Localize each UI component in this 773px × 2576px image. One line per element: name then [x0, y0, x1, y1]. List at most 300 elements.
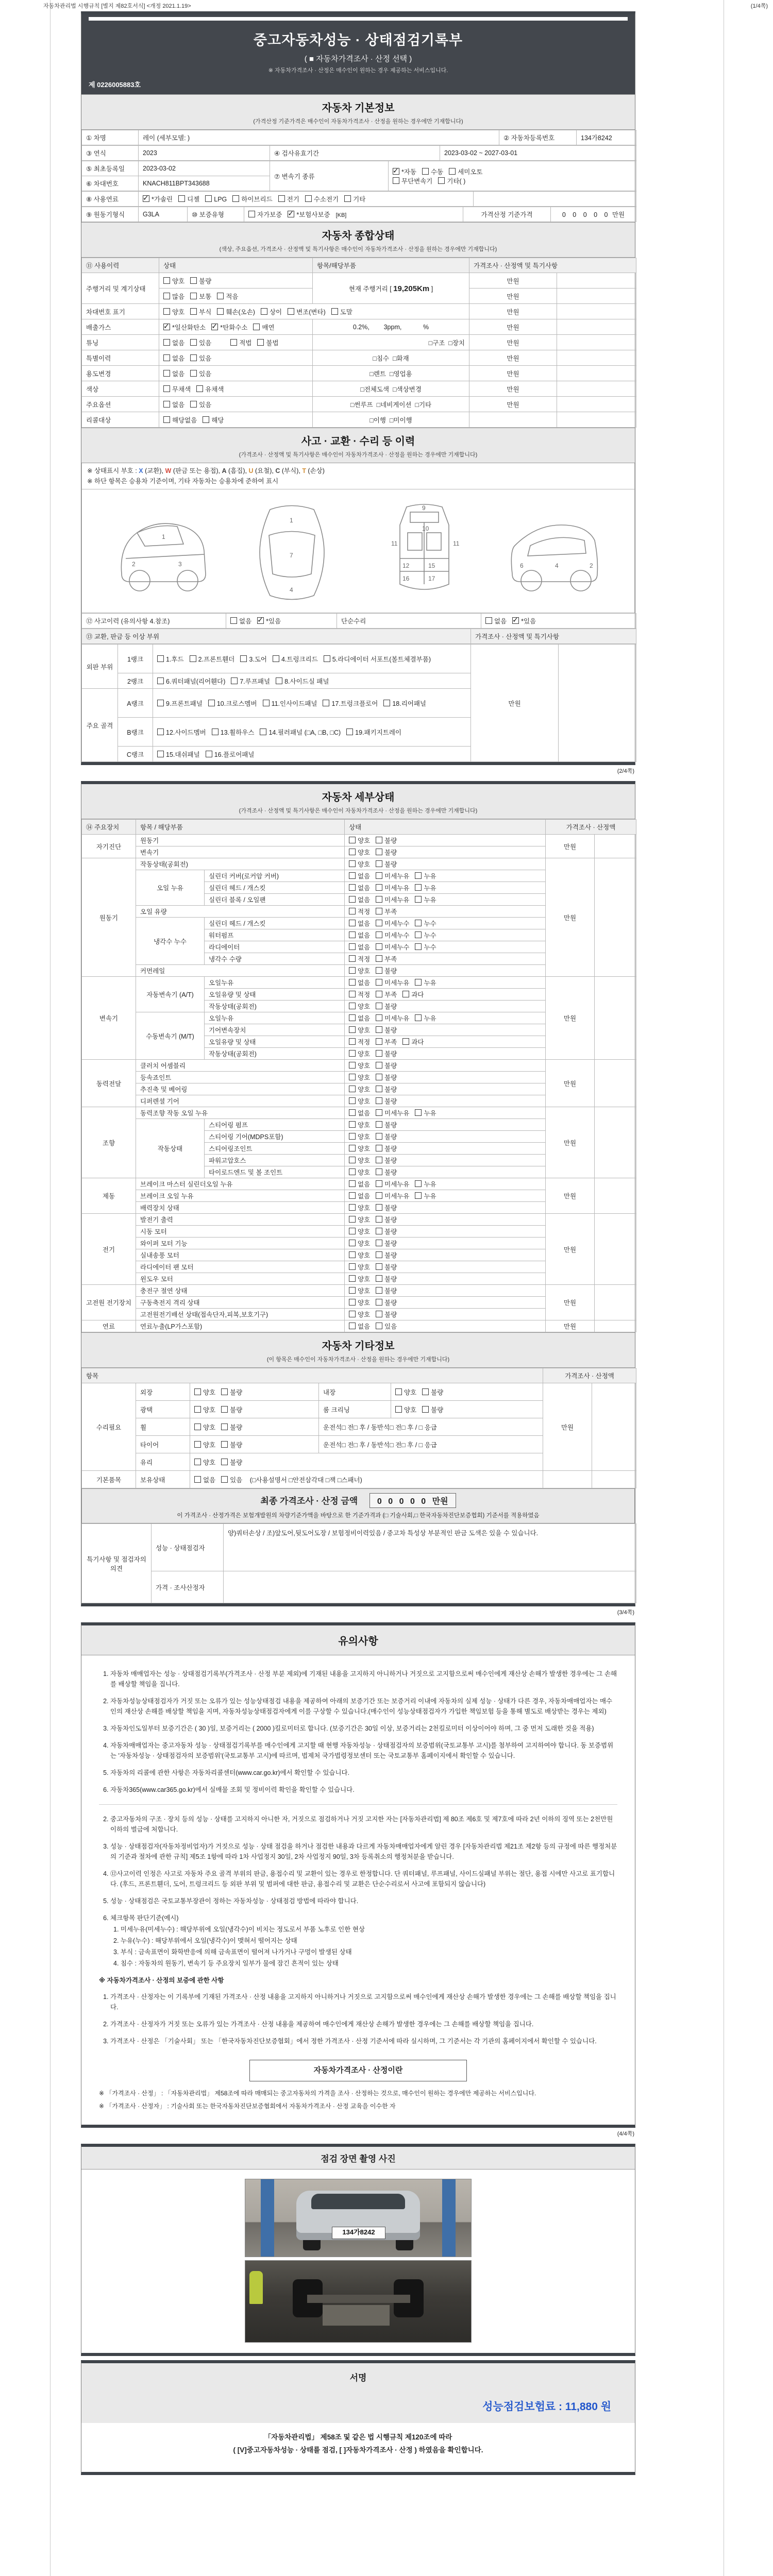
checkbox-option[interactable]	[253, 323, 274, 332]
checkbox-option[interactable]	[349, 1049, 370, 1058]
unchecked-checkbox-icon[interactable]	[376, 1109, 382, 1116]
unchecked-checkbox-icon[interactable]	[163, 354, 170, 361]
checkbox-option[interactable]	[376, 1250, 397, 1260]
unchecked-checkbox-icon[interactable]	[349, 955, 356, 962]
checkbox-option[interactable]	[415, 871, 436, 880]
checkbox-option[interactable]	[349, 1061, 370, 1070]
checkbox-option[interactable]	[415, 942, 436, 952]
unchecked-checkbox-icon[interactable]	[376, 1311, 382, 1317]
checkbox-option[interactable]	[485, 616, 507, 625]
unchecked-checkbox-icon[interactable]	[415, 1192, 422, 1199]
unchecked-checkbox-icon[interactable]	[163, 401, 170, 408]
checkbox-option[interactable]	[438, 176, 465, 185]
checkbox-option[interactable]	[349, 1096, 370, 1106]
unchecked-checkbox-icon[interactable]	[349, 1287, 356, 1294]
checkbox-option[interactable]	[349, 1191, 370, 1200]
unchecked-checkbox-icon[interactable]	[415, 1109, 422, 1116]
unchecked-checkbox-icon[interactable]	[221, 1476, 228, 1483]
checkbox-option[interactable]	[349, 859, 370, 869]
checkbox-option[interactable]	[376, 978, 409, 987]
checkbox-option[interactable]	[376, 1084, 397, 1094]
unchecked-checkbox-icon[interactable]	[376, 1204, 382, 1211]
unchecked-checkbox-icon[interactable]	[415, 1180, 422, 1187]
checkbox-option[interactable]	[163, 276, 184, 285]
unchecked-checkbox-icon[interactable]	[376, 884, 382, 891]
checkbox-option[interactable]	[344, 194, 365, 204]
unchecked-checkbox-icon[interactable]	[194, 1388, 201, 1395]
checkbox-option[interactable]	[415, 978, 436, 987]
unchecked-checkbox-icon[interactable]	[415, 920, 422, 926]
unchecked-checkbox-icon[interactable]	[349, 1133, 356, 1140]
unchecked-checkbox-icon[interactable]	[349, 967, 356, 974]
checkbox-option[interactable]	[393, 176, 432, 185]
unchecked-checkbox-icon[interactable]	[263, 700, 270, 706]
unchecked-checkbox-icon[interactable]	[324, 655, 330, 662]
checkbox-option[interactable]	[217, 292, 238, 301]
checkbox-option[interactable]	[349, 1013, 370, 1023]
checkbox-option[interactable]	[376, 1144, 397, 1153]
unchecked-checkbox-icon[interactable]	[422, 1406, 429, 1413]
unchecked-checkbox-icon[interactable]	[288, 308, 294, 315]
checkbox-option[interactable]	[163, 415, 197, 425]
checked-checkbox-icon[interactable]	[143, 195, 149, 202]
checked-checkbox-icon[interactable]	[393, 168, 399, 175]
unchecked-checkbox-icon[interactable]	[415, 896, 422, 903]
checkbox-option[interactable]	[349, 836, 370, 845]
unchecked-checkbox-icon[interactable]	[376, 1180, 382, 1187]
unchecked-checkbox-icon[interactable]	[349, 1086, 356, 1092]
unchecked-checkbox-icon[interactable]	[415, 884, 422, 891]
unchecked-checkbox-icon[interactable]	[376, 1275, 382, 1282]
checkbox-option[interactable]	[349, 966, 370, 975]
checkbox-option[interactable]	[349, 1203, 370, 1212]
checkbox-option[interactable]	[376, 1096, 397, 1106]
checkbox-option[interactable]	[221, 1422, 242, 1432]
unchecked-checkbox-icon[interactable]	[376, 1086, 382, 1092]
checkbox-option[interactable]	[163, 292, 184, 301]
checkbox-option[interactable]	[163, 338, 184, 347]
checkbox-option[interactable]	[383, 699, 426, 708]
unchecked-checkbox-icon[interactable]	[346, 728, 353, 735]
checkbox-option[interactable]	[349, 1084, 370, 1094]
checkbox-option[interactable]	[415, 895, 436, 904]
unchecked-checkbox-icon[interactable]	[344, 195, 351, 202]
checkbox-option[interactable]	[157, 699, 203, 708]
checkbox-option[interactable]	[349, 1144, 370, 1153]
checkbox-option[interactable]	[376, 848, 397, 857]
unchecked-checkbox-icon[interactable]	[157, 677, 164, 684]
checkbox-option[interactable]	[349, 871, 370, 880]
checkbox-option[interactable]	[260, 727, 341, 737]
checkbox-option[interactable]	[232, 194, 272, 204]
checkbox-option[interactable]	[402, 990, 424, 999]
unchecked-checkbox-icon[interactable]	[194, 1406, 201, 1413]
unchecked-checkbox-icon[interactable]	[349, 908, 356, 914]
unchecked-checkbox-icon[interactable]	[376, 1145, 382, 1151]
unchecked-checkbox-icon[interactable]	[217, 293, 224, 299]
unchecked-checkbox-icon[interactable]	[376, 1003, 382, 1009]
checkbox-option[interactable]	[376, 1013, 409, 1023]
unchecked-checkbox-icon[interactable]	[232, 195, 239, 202]
checkbox-option[interactable]	[376, 990, 397, 999]
unchecked-checkbox-icon[interactable]	[260, 728, 266, 735]
unchecked-checkbox-icon[interactable]	[323, 700, 329, 706]
unchecked-checkbox-icon[interactable]	[205, 195, 212, 202]
checkbox-option[interactable]	[376, 1167, 397, 1177]
checkbox-option[interactable]	[349, 1120, 370, 1129]
unchecked-checkbox-icon[interactable]	[163, 277, 170, 284]
checkbox-option[interactable]	[190, 369, 211, 378]
unchecked-checkbox-icon[interactable]	[261, 308, 267, 315]
checkbox-option[interactable]	[217, 307, 255, 316]
unchecked-checkbox-icon[interactable]	[196, 385, 203, 392]
unchecked-checkbox-icon[interactable]	[163, 293, 170, 299]
checkbox-option[interactable]	[157, 654, 184, 664]
unchecked-checkbox-icon[interactable]	[190, 401, 197, 408]
unchecked-checkbox-icon[interactable]	[190, 370, 197, 377]
checkbox-option[interactable]	[331, 307, 352, 316]
unchecked-checkbox-icon[interactable]	[231, 677, 238, 684]
checkbox-option[interactable]	[512, 616, 536, 625]
checkbox-option[interactable]	[163, 400, 184, 409]
checkbox-option[interactable]	[221, 1475, 242, 1484]
unchecked-checkbox-icon[interactable]	[349, 884, 356, 891]
unchecked-checkbox-icon[interactable]	[253, 324, 260, 330]
checkbox-option[interactable]	[231, 676, 270, 686]
unchecked-checkbox-icon[interactable]	[163, 339, 170, 346]
checkbox-option[interactable]	[194, 1440, 215, 1449]
unchecked-checkbox-icon[interactable]	[349, 1050, 356, 1057]
checkbox-option[interactable]	[422, 1387, 443, 1397]
unchecked-checkbox-icon[interactable]	[376, 991, 382, 997]
unchecked-checkbox-icon[interactable]	[415, 943, 422, 950]
unchecked-checkbox-icon[interactable]	[230, 339, 237, 346]
unchecked-checkbox-icon[interactable]	[349, 1323, 356, 1329]
checkbox-option[interactable]	[376, 966, 397, 975]
unchecked-checkbox-icon[interactable]	[194, 1423, 201, 1430]
unchecked-checkbox-icon[interactable]	[190, 293, 197, 299]
checkbox-option[interactable]	[196, 384, 224, 394]
checkbox-option[interactable]	[376, 942, 409, 952]
checkbox-option[interactable]	[422, 1405, 443, 1414]
checkbox-option[interactable]	[157, 676, 225, 686]
unchecked-checkbox-icon[interactable]	[349, 1121, 356, 1128]
checkbox-option[interactable]	[349, 1108, 370, 1117]
unchecked-checkbox-icon[interactable]	[376, 1323, 382, 1329]
unchecked-checkbox-icon[interactable]	[257, 339, 264, 346]
checkbox-option[interactable]	[376, 883, 409, 892]
checkbox-option[interactable]	[203, 415, 224, 425]
checkbox-option[interactable]	[263, 699, 317, 708]
checkbox-option[interactable]	[349, 1167, 370, 1177]
checkbox-option[interactable]	[349, 1073, 370, 1082]
checkbox-option[interactable]	[376, 1286, 397, 1295]
checkbox-option[interactable]	[194, 1422, 215, 1432]
checkbox-option[interactable]	[273, 654, 318, 664]
unchecked-checkbox-icon[interactable]	[376, 1263, 382, 1270]
checkbox-option[interactable]	[190, 307, 211, 316]
checkbox-option[interactable]	[163, 384, 191, 394]
checkbox-option[interactable]	[349, 1310, 370, 1319]
unchecked-checkbox-icon[interactable]	[449, 168, 456, 175]
checkbox-option[interactable]	[349, 1321, 370, 1331]
checkbox-option[interactable]	[376, 836, 397, 845]
checkbox-option[interactable]	[376, 895, 409, 904]
unchecked-checkbox-icon[interactable]	[349, 920, 356, 926]
checkbox-option[interactable]	[205, 195, 227, 203]
checkbox-option[interactable]	[415, 1179, 436, 1189]
unchecked-checkbox-icon[interactable]	[221, 1459, 228, 1465]
unchecked-checkbox-icon[interactable]	[157, 655, 164, 662]
unchecked-checkbox-icon[interactable]	[349, 860, 356, 867]
unchecked-checkbox-icon[interactable]	[190, 655, 196, 662]
checkbox-option[interactable]	[230, 616, 251, 625]
unchecked-checkbox-icon[interactable]	[395, 1406, 402, 1413]
unchecked-checkbox-icon[interactable]	[349, 1145, 356, 1151]
unchecked-checkbox-icon[interactable]	[273, 655, 279, 662]
unchecked-checkbox-icon[interactable]	[349, 1014, 356, 1021]
checkbox-option[interactable]	[349, 907, 370, 916]
checkbox-option[interactable]	[178, 194, 199, 204]
unchecked-checkbox-icon[interactable]	[349, 1168, 356, 1175]
unchecked-checkbox-icon[interactable]	[194, 1459, 201, 1465]
unchecked-checkbox-icon[interactable]	[349, 979, 356, 986]
checkbox-option[interactable]	[376, 1132, 397, 1141]
checkbox-option[interactable]	[278, 194, 299, 204]
unchecked-checkbox-icon[interactable]	[163, 385, 170, 392]
checked-checkbox-icon[interactable]	[211, 324, 218, 330]
checkbox-option[interactable]	[349, 895, 370, 904]
checkbox-option[interactable]	[415, 1108, 436, 1117]
unchecked-checkbox-icon[interactable]	[376, 1216, 382, 1223]
checkbox-option[interactable]	[376, 1191, 409, 1200]
checkbox-option[interactable]	[376, 954, 397, 963]
checkbox-option[interactable]	[194, 1458, 215, 1467]
checkbox-option[interactable]	[349, 883, 370, 892]
unchecked-checkbox-icon[interactable]	[349, 1299, 356, 1306]
checkbox-option[interactable]	[288, 210, 330, 219]
checkbox-option[interactable]	[415, 1191, 436, 1200]
unchecked-checkbox-icon[interactable]	[190, 308, 197, 315]
checkbox-option[interactable]	[190, 276, 211, 285]
checkbox-option[interactable]	[349, 990, 370, 999]
checkbox-option[interactable]	[349, 1179, 370, 1189]
checkbox-option[interactable]	[349, 1227, 370, 1236]
unchecked-checkbox-icon[interactable]	[349, 1062, 356, 1069]
unchecked-checkbox-icon[interactable]	[217, 308, 224, 315]
unchecked-checkbox-icon[interactable]	[438, 177, 445, 184]
unchecked-checkbox-icon[interactable]	[349, 1216, 356, 1223]
unchecked-checkbox-icon[interactable]	[190, 354, 197, 361]
checkbox-option[interactable]	[221, 1458, 242, 1467]
unchecked-checkbox-icon[interactable]	[376, 1251, 382, 1258]
unchecked-checkbox-icon[interactable]	[393, 177, 399, 184]
checkbox-option[interactable]	[349, 978, 370, 987]
checkbox-option[interactable]	[376, 1073, 397, 1082]
unchecked-checkbox-icon[interactable]	[376, 872, 382, 879]
checkbox-option[interactable]	[376, 1274, 397, 1283]
checkbox-option[interactable]	[349, 1262, 370, 1272]
checkbox-option[interactable]	[324, 654, 431, 664]
unchecked-checkbox-icon[interactable]	[376, 849, 382, 855]
unchecked-checkbox-icon[interactable]	[376, 979, 382, 986]
unchecked-checkbox-icon[interactable]	[395, 1388, 402, 1395]
unchecked-checkbox-icon[interactable]	[349, 931, 356, 938]
checkbox-option[interactable]	[376, 1108, 409, 1117]
checkbox-option[interactable]	[194, 1475, 215, 1484]
checkbox-option[interactable]	[376, 1239, 397, 1248]
checkbox-option[interactable]	[415, 919, 436, 928]
unchecked-checkbox-icon[interactable]	[230, 617, 237, 624]
unchecked-checkbox-icon[interactable]	[349, 872, 356, 879]
checkbox-option[interactable]	[349, 1298, 370, 1307]
checkbox-option[interactable]	[376, 859, 397, 869]
checkbox-option[interactable]	[346, 727, 401, 737]
unchecked-checkbox-icon[interactable]	[221, 1423, 228, 1430]
unchecked-checkbox-icon[interactable]	[415, 931, 422, 938]
checkbox-option[interactable]	[395, 1405, 416, 1414]
unchecked-checkbox-icon[interactable]	[163, 370, 170, 377]
unchecked-checkbox-icon[interactable]	[376, 860, 382, 867]
unchecked-checkbox-icon[interactable]	[349, 1026, 356, 1033]
checkbox-option[interactable]	[376, 1025, 397, 1035]
checkbox-option[interactable]	[190, 338, 211, 347]
unchecked-checkbox-icon[interactable]	[402, 1038, 409, 1045]
checkbox-option[interactable]	[349, 942, 370, 952]
unchecked-checkbox-icon[interactable]	[221, 1406, 228, 1413]
unchecked-checkbox-icon[interactable]	[422, 1388, 429, 1395]
checkbox-option[interactable]	[402, 1037, 424, 1046]
unchecked-checkbox-icon[interactable]	[349, 1204, 356, 1211]
checkbox-option[interactable]	[393, 167, 416, 176]
unchecked-checkbox-icon[interactable]	[349, 1180, 356, 1187]
checkbox-option[interactable]	[349, 1132, 370, 1141]
unchecked-checkbox-icon[interactable]	[376, 1062, 382, 1069]
unchecked-checkbox-icon[interactable]	[331, 308, 338, 315]
unchecked-checkbox-icon[interactable]	[376, 931, 382, 938]
checkbox-option[interactable]	[349, 1025, 370, 1035]
unchecked-checkbox-icon[interactable]	[376, 1299, 382, 1306]
checkbox-option[interactable]	[349, 919, 370, 928]
checkbox-option[interactable]	[349, 1274, 370, 1283]
checkbox-option[interactable]	[422, 167, 443, 176]
checkbox-option[interactable]	[288, 307, 326, 316]
checkbox-option[interactable]	[257, 616, 281, 625]
unchecked-checkbox-icon[interactable]	[349, 1192, 356, 1199]
unchecked-checkbox-icon[interactable]	[402, 991, 409, 997]
unchecked-checkbox-icon[interactable]	[349, 849, 356, 855]
unchecked-checkbox-icon[interactable]	[194, 1441, 201, 1448]
checkbox-option[interactable]	[376, 1310, 397, 1319]
unchecked-checkbox-icon[interactable]	[240, 655, 247, 662]
unchecked-checkbox-icon[interactable]	[349, 1003, 356, 1009]
checkbox-option[interactable]	[449, 167, 482, 176]
unchecked-checkbox-icon[interactable]	[349, 1263, 356, 1270]
checkbox-option[interactable]	[376, 871, 409, 880]
unchecked-checkbox-icon[interactable]	[157, 700, 164, 706]
checkbox-option[interactable]	[157, 750, 200, 759]
unchecked-checkbox-icon[interactable]	[194, 1476, 201, 1483]
unchecked-checkbox-icon[interactable]	[376, 1168, 382, 1175]
checkbox-option[interactable]	[208, 699, 257, 708]
checkbox-option[interactable]	[349, 930, 370, 940]
checkbox-option[interactable]	[194, 1405, 215, 1414]
checkbox-option[interactable]	[376, 1049, 397, 1058]
checkbox-option[interactable]	[376, 1321, 397, 1331]
unchecked-checkbox-icon[interactable]	[376, 908, 382, 914]
unchecked-checkbox-icon[interactable]	[349, 1109, 356, 1116]
checkbox-option[interactable]	[157, 727, 206, 737]
checkbox-option[interactable]	[376, 1002, 397, 1011]
unchecked-checkbox-icon[interactable]	[221, 1441, 228, 1448]
unchecked-checkbox-icon[interactable]	[190, 339, 197, 346]
checkbox-option[interactable]	[194, 1387, 215, 1397]
unchecked-checkbox-icon[interactable]	[349, 1275, 356, 1282]
checkbox-option[interactable]	[190, 292, 211, 301]
checkbox-option[interactable]	[349, 1250, 370, 1260]
checkbox-option[interactable]	[206, 750, 255, 759]
checkbox-option[interactable]	[415, 883, 436, 892]
unchecked-checkbox-icon[interactable]	[349, 1228, 356, 1234]
unchecked-checkbox-icon[interactable]	[212, 728, 219, 735]
unchecked-checkbox-icon[interactable]	[415, 979, 422, 986]
checkbox-option[interactable]	[261, 307, 282, 316]
unchecked-checkbox-icon[interactable]	[376, 1228, 382, 1234]
checkbox-option[interactable]	[190, 654, 235, 664]
checkbox-option[interactable]	[376, 1156, 397, 1165]
unchecked-checkbox-icon[interactable]	[376, 1050, 382, 1057]
unchecked-checkbox-icon[interactable]	[221, 1388, 228, 1395]
checkbox-option[interactable]	[240, 654, 267, 664]
unchecked-checkbox-icon[interactable]	[349, 1157, 356, 1163]
checkbox-option[interactable]	[163, 353, 184, 363]
unchecked-checkbox-icon[interactable]	[376, 955, 382, 962]
checkbox-option[interactable]	[376, 1262, 397, 1272]
checkbox-option[interactable]	[221, 1440, 242, 1449]
unchecked-checkbox-icon[interactable]	[415, 872, 422, 879]
checkbox-option[interactable]	[349, 1239, 370, 1248]
unchecked-checkbox-icon[interactable]	[203, 416, 209, 423]
checkbox-option[interactable]	[211, 323, 247, 332]
checkbox-option[interactable]	[163, 307, 184, 316]
checkbox-option[interactable]	[376, 1298, 397, 1307]
checkbox-option[interactable]	[349, 1156, 370, 1165]
checked-checkbox-icon[interactable]	[512, 617, 519, 624]
checkbox-option[interactable]	[190, 400, 211, 409]
unchecked-checkbox-icon[interactable]	[206, 751, 212, 757]
checkbox-option[interactable]	[163, 369, 184, 378]
checkbox-option[interactable]	[305, 194, 339, 204]
unchecked-checkbox-icon[interactable]	[208, 700, 215, 706]
checkbox-option[interactable]	[376, 1215, 397, 1224]
unchecked-checkbox-icon[interactable]	[349, 1251, 356, 1258]
unchecked-checkbox-icon[interactable]	[349, 943, 356, 950]
checkbox-option[interactable]	[376, 1120, 397, 1129]
checkbox-option[interactable]	[415, 930, 436, 940]
checkbox-option[interactable]	[376, 1203, 397, 1212]
checkbox-option[interactable]	[349, 1037, 370, 1046]
unchecked-checkbox-icon[interactable]	[349, 1097, 356, 1104]
unchecked-checkbox-icon[interactable]	[163, 416, 170, 423]
checkbox-option[interactable]	[376, 1037, 397, 1046]
unchecked-checkbox-icon[interactable]	[376, 1133, 382, 1140]
checkbox-option[interactable]	[276, 676, 329, 686]
unchecked-checkbox-icon[interactable]	[278, 195, 285, 202]
unchecked-checkbox-icon[interactable]	[376, 1097, 382, 1104]
unchecked-checkbox-icon[interactable]	[376, 943, 382, 950]
unchecked-checkbox-icon[interactable]	[349, 896, 356, 903]
unchecked-checkbox-icon[interactable]	[422, 168, 429, 175]
